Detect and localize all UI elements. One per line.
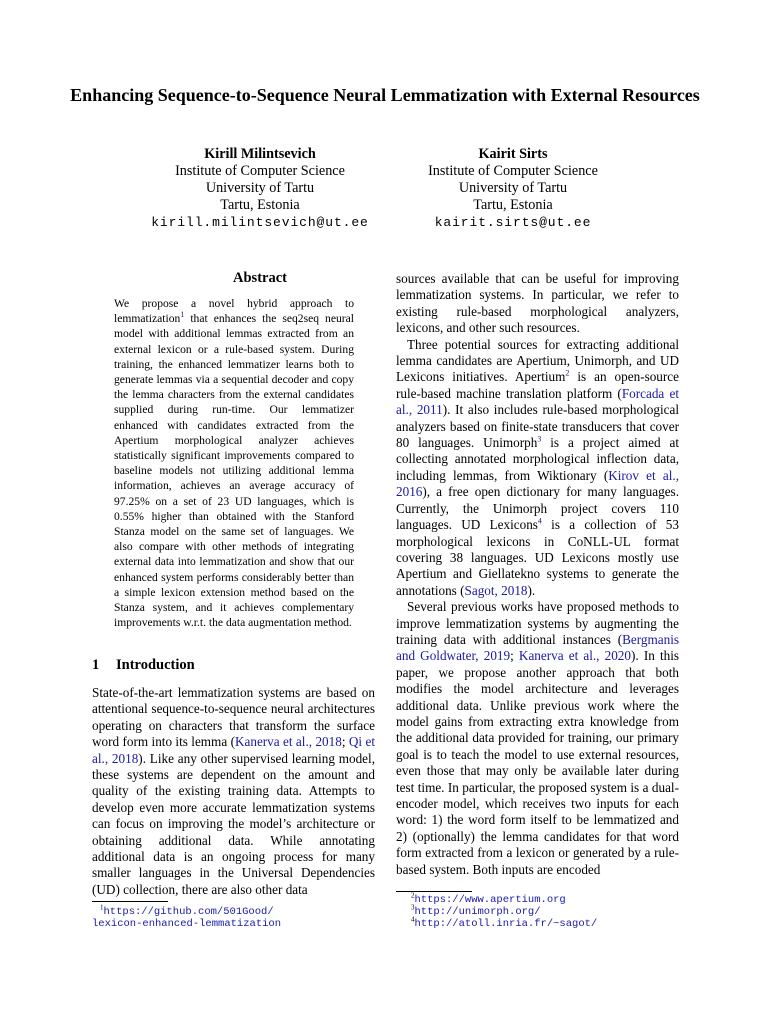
paragraph: sources available that can be useful for improving lemmatization systems. In particular, we refer to existing rule-based morphological analyzers, lexicons, and other such resources.	[396, 271, 679, 336]
author-affiliation: Institute of Computer Science	[175, 163, 345, 179]
author-name: Kairit Sirts	[478, 146, 548, 162]
footnote-divider	[396, 891, 472, 892]
citation-link[interactable]: Bergmanis and Goldwater, 2019	[396, 631, 679, 664]
author-email[interactable]: kirill.milintsevich@ut.ee	[151, 215, 369, 230]
intro-left-column	[92, 685, 375, 898]
paragraph: Three potential sources for extracting additional lemma candidates are Apertium, Unimorph, and UD Lexicons initiatives. Apertium$^2$ is an open-source rule-based machine translation platform (Forcada et al., 2011). It also includes rule-based morphological analyzers based on finite-state transducers that cover 80 languages. Unimorph$^3$ is a project aimed at collecting annotated morphological inflection data, including lemmas, from Wiktionary (Kirov et al., 2016), a free open dictionary for many languages. Currently, the Unimorph project covers 110 languages. UD Lexicons$^4$ is a collection of 53 morphological lexicons in CoNLL-UL format covering 38 languages. UD Lexicons mostly use Apertium and Giellatekno systems to generate the annotations (Sagot, 2018).	[396, 336, 679, 598]
footnote-ref[interactable]: 4	[537, 516, 542, 526]
citation-link[interactable]: Forcada et al., 2011	[396, 385, 679, 418]
citation-link[interactable]: Kirov et al., 2016	[396, 467, 679, 500]
author-university: University of Tartu	[458, 180, 568, 196]
footnote-ref[interactable]: 2	[565, 369, 570, 379]
author-affiliation: Institute of Computer Science	[428, 163, 598, 179]
author-location: Tartu, Estonia	[220, 197, 300, 213]
footnote-link[interactable]: http://atoll.inria.fr/~sagot/	[414, 918, 598, 930]
author-university: University of Tartu	[205, 180, 315, 196]
abstract-body: We propose a novel hybrid approach to lemmatization$^1$ that enhances the seq2seq neural model with additional lemmas extracted from an external lexicon or a rule-based system. During training, the enhanced lemmatizer learns both to generate lemmas via a sequential decoder and copy the lemma characters from the external candidates supplied during run-time. Our lemmatizer enhanced with candidates extracted from the Apertium morphological analyzer achieves statistically significant improvements compared to baseline models not utilizing additional lemma information, achieves an average accuracy of 97.25% on a set of 23 UD languages, which is 0.55% higher than obtained with the Stanford Stanza model on the same set of languages. We also compare with other methods of integrating external data into lemmatization and show that our enhanced system performs considerably better than a simple lexicon extension method based on the Stanza system, and it achieves complementary improvements w.r.t. the data augmentation method.	[114, 297, 354, 630]
footnote: $^4$http://atoll.inria.fr/~sagot/	[411, 915, 598, 930]
footnote-link[interactable]: http://unimorph.org/	[414, 906, 541, 918]
paragraph: State-of-the-art lemmatization systems are based on attentional sequence-to-sequence neural architectures operating on characters that transform the surface word form into its lemma (Kanerva et al., 2018; Qi et al., 2018). Like any other supervised learning model, these systems are dependent on the amount and quality of the existing training data. Attempts to develop even more accurate lemmatization systems can focus on improving the model’s architecture or obtaining additional data. While annotating additional data is an ongoing process for many smaller languages in the Universal Dependencies (UD) collection, there are also other data	[92, 685, 375, 897]
citation-link[interactable]: Qi et al., 2018	[92, 734, 375, 766]
author-block-2	[373, 146, 653, 231]
footnote-link[interactable]: lexicon-enhanced-lemmatization	[92, 918, 282, 930]
author-name: Kirill Milintsevich	[204, 146, 316, 162]
author-email[interactable]: kairit.sirts@ut.ee	[434, 215, 592, 230]
abstract-heading: Abstract	[233, 270, 287, 286]
author-location: Tartu, Estonia	[473, 197, 553, 213]
footnote-continuation	[92, 918, 281, 931]
citation-link[interactable]: Kanerva et al., 2020	[518, 648, 631, 664]
footnote: $^1$https://github.com/501Good/	[100, 903, 274, 918]
intro-right-column	[396, 271, 679, 878]
citation-link[interactable]: Kanerva et al., 2018	[234, 734, 342, 750]
footnote-divider	[92, 901, 168, 902]
footnote-link[interactable]: https://github.com/501Good/	[103, 906, 274, 918]
citation-link[interactable]: Sagot, 2018	[464, 582, 528, 598]
footnote: $^3$http://unimorph.org/	[411, 903, 541, 918]
author-block-1	[120, 146, 400, 231]
footnote: $^2$https://www.apertium.org	[411, 891, 566, 906]
footnote-ref[interactable]: 1	[180, 310, 185, 320]
footnote-ref[interactable]: 3	[537, 434, 542, 444]
footnote-link[interactable]: https://www.apertium.org	[414, 894, 566, 906]
paper-title: Enhancing Sequence-to-Sequence Neural Lemmatization with External Resources	[70, 85, 700, 105]
section-heading: 1 Introduction	[92, 657, 195, 673]
paragraph: Several previous works have proposed methods to improve lemmatization systems by augmenting the training data with additional instances (Bergmanis and Goldwater, 2019; Kanerva et al., 2020). In this paper, we propose another approach that both modifies the model architecture and leverages additional data. Unlike previous work where the model gains from extracting extra knowledge from the additional data provided for training, our primary goal is to teach the model to use external resources, even those that may only be available later during test time. In particular, the proposed system is a dual-encoder model, which receives two inputs for each word: 1) the word form itself to be lemmatized and 2) (optionally) the lemma candidates for that word form extracted from a lexicon or generated by a rule-based system. Both inputs are encoded	[396, 599, 679, 877]
